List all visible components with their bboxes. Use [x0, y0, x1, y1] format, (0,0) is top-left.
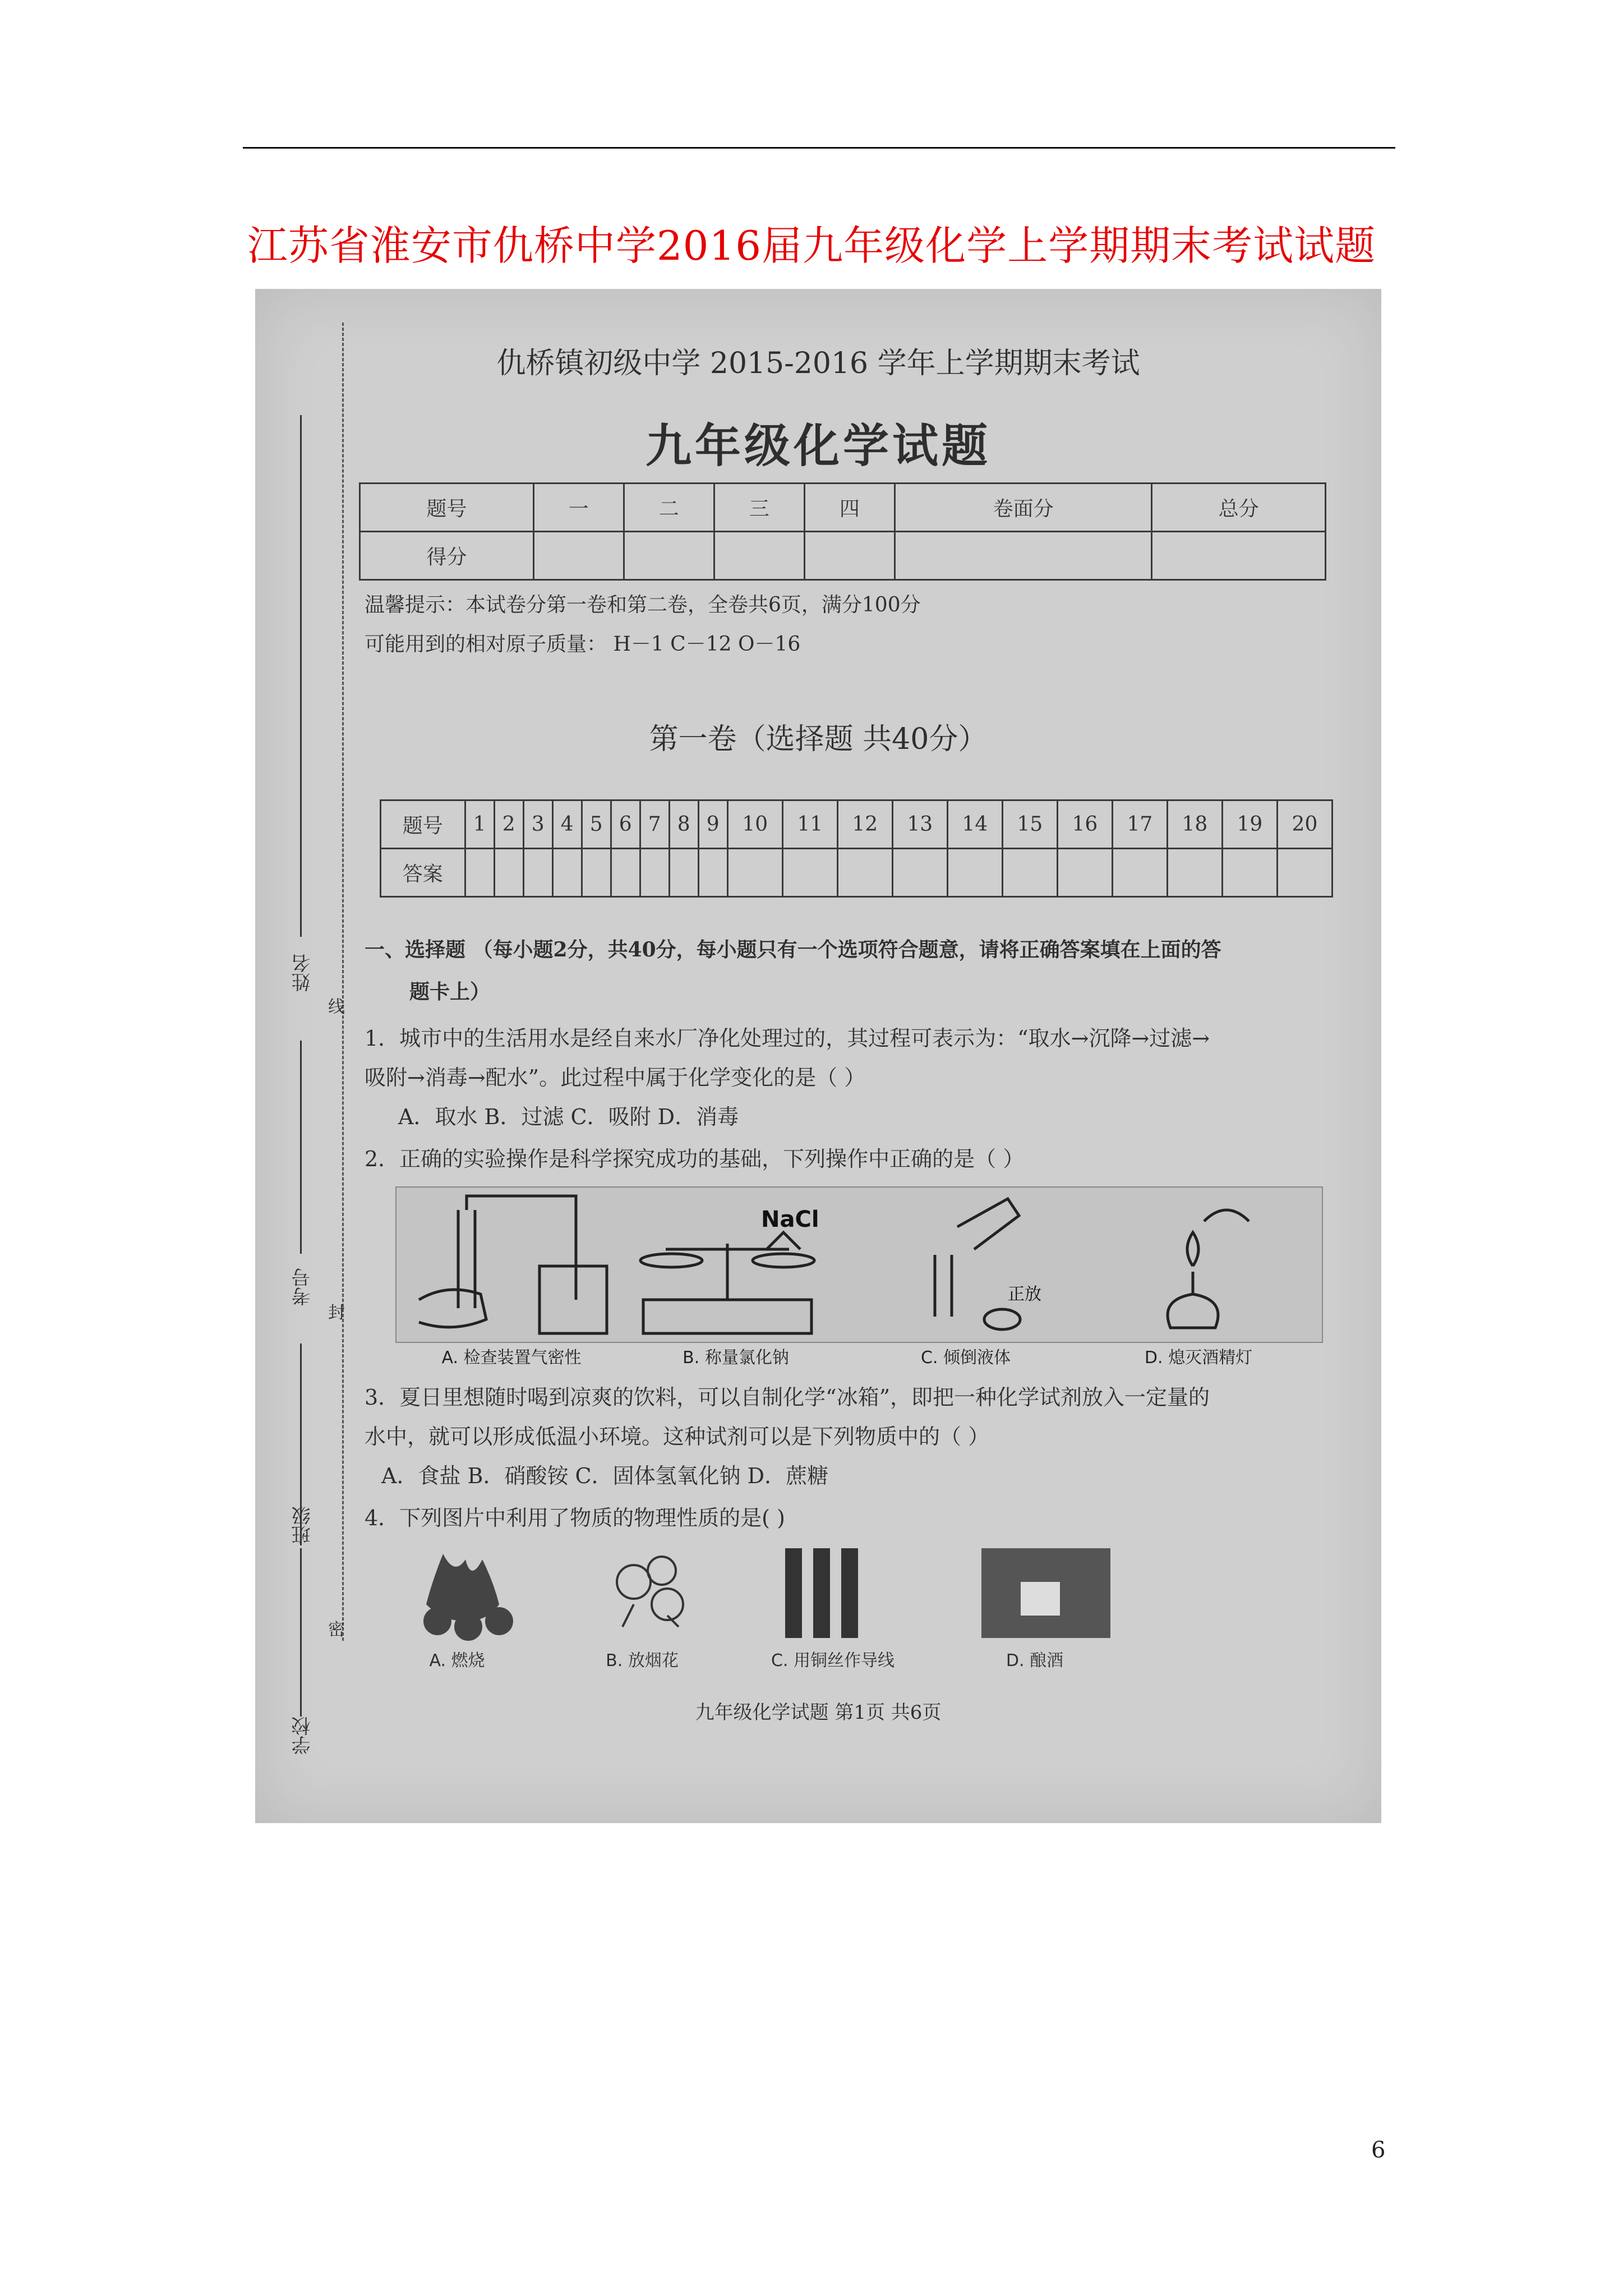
question-1-line-1: 1．城市中的生活用水是经自来水厂净化处理过的，其过程可表示为：“取水→沉降→过滤→: [365, 1026, 1210, 1051]
answer-number-cell: 16: [1057, 800, 1112, 849]
seal-char-xian: 线: [328, 997, 345, 1017]
name-label: 姓名: [292, 954, 314, 992]
answer-cell: [465, 849, 494, 897]
answer-cell: [582, 849, 611, 897]
score-table-header-row: [360, 484, 1326, 532]
alcohol-lamp-icon: [1168, 1210, 1249, 1328]
score-table-score-row: [360, 532, 1326, 580]
copper-wire-icon: [785, 1548, 858, 1638]
answer-cell: [1222, 849, 1277, 897]
question-3-options: A．食盐 B．硝酸铵 C．固体氢氧化钠 D．蔗糖: [381, 1464, 829, 1488]
exam-page-footer: 九年级化学试题 第1页 共6页: [695, 1701, 942, 1724]
answer-number-cell: 13: [892, 800, 947, 849]
score-cell: [624, 532, 714, 580]
school-label: 学校: [292, 1717, 314, 1755]
answer-number-cell: 10: [727, 800, 782, 849]
answer-table-answer-row: [381, 849, 1332, 897]
q2-caption-d: D. 熄灭酒精灯: [1144, 1348, 1253, 1368]
answer-cell: [1057, 849, 1112, 897]
top-rule: [243, 147, 1395, 149]
brewing-icon: [981, 1548, 1110, 1638]
answer-number-cell: 8: [669, 800, 698, 849]
answer-cell: [837, 849, 892, 897]
seal-char-feng: 封: [328, 1303, 345, 1323]
answer-number-cell: 4: [552, 800, 582, 849]
score-cell: [804, 532, 895, 580]
q2-caption-b: B. 称量氯化钠: [683, 1348, 789, 1368]
exam-number-label: 考号: [292, 1268, 314, 1306]
question-3-line-1: 3．夏日里想随时喝到凉爽的饮料，可以自制化学“冰箱”，即把一种化学试剂放入一定量的: [365, 1385, 1210, 1410]
answer-cell: [1112, 849, 1167, 897]
name-fill-line: [300, 415, 302, 937]
answer-cell: [611, 849, 640, 897]
answer-number-cell: 12: [837, 800, 892, 849]
score-row-label: 得分: [360, 532, 534, 580]
answer-number-cell: 2: [494, 800, 523, 849]
q4-caption-d: D. 酿酒: [1006, 1651, 1064, 1671]
answer-table-number-row: [381, 800, 1332, 849]
answer-cell: [552, 849, 582, 897]
answer-cell: [640, 849, 669, 897]
question-1-line-2: 吸附→消毒→配水”。此过程中属于化学变化的是（ ）: [365, 1065, 866, 1090]
part1-heading: 一、选择题 （每小题2分，共40分，每小题只有一个选项符合题意，请将正确答案填在上面的答: [365, 938, 1221, 961]
score-header-cell: 一: [533, 484, 624, 532]
answer-number-cell: 6: [611, 800, 640, 849]
exam-title: 九年级化学试题: [645, 419, 991, 473]
question-1-options: A．取水 B．过滤 C．吸附 D．消毒: [398, 1105, 739, 1129]
answer-cell: [1002, 849, 1057, 897]
answer-number-cell: 15: [1002, 800, 1057, 849]
pouring-liquid-icon: [935, 1199, 1020, 1329]
question-2-figure: [395, 1186, 1323, 1368]
answer-number-cell: 20: [1277, 800, 1332, 849]
q2-caption-c: C. 倾倒液体: [920, 1348, 1011, 1368]
document-title: 江苏省淮安市仇桥中学2016届九年级化学上学期期末考试试题: [247, 222, 1376, 269]
page-number: 6: [1371, 2137, 1386, 2163]
nacl-label: NaCl: [761, 1207, 819, 1232]
answer-number-cell: 18: [1167, 800, 1222, 849]
question-4-line-1: 4．下列图片中利用了物质的物理性质的是( ): [365, 1506, 785, 1530]
airtightness-apparatus-icon: [419, 1196, 607, 1333]
q2-caption-a: A. 检查装置气密性: [441, 1348, 582, 1368]
score-header-cell: 二: [624, 484, 714, 532]
q4-caption-b: B. 放烟花: [606, 1651, 679, 1671]
answer-cell: [669, 849, 698, 897]
answer-number-cell: 3: [523, 800, 552, 849]
answer-cell: [727, 849, 782, 897]
exam-no-fill-line: [300, 1041, 302, 1254]
section-title: 第一卷（选择题 共40分）: [649, 723, 988, 756]
scanned-exam-photo: [255, 289, 1381, 1823]
score-header-cell: 四: [804, 484, 895, 532]
answer-cell: [947, 849, 1002, 897]
school-exam-title: 仇桥镇初级中学 2015-2016 学年上学期期末考试: [496, 347, 1140, 380]
class-label: 班级: [292, 1506, 314, 1544]
burning-icon: [423, 1554, 513, 1641]
seal-char-mi: 密: [328, 1620, 345, 1640]
notice-line-1: 温馨提示：本试卷分第一卷和第二卷，全卷共6页，满分100分: [365, 593, 921, 616]
answer-table: [380, 799, 1333, 898]
notice-line-2: 可能用到的相对原子质量： H－1 C－12 O－16: [365, 633, 801, 656]
question-4-pictures: [398, 1537, 1352, 1644]
binding-dashed-line: [342, 323, 344, 1641]
answer-number-cell: 1: [465, 800, 494, 849]
answer-cell: [892, 849, 947, 897]
answer-number-cell: 5: [582, 800, 611, 849]
answer-cell: [494, 849, 523, 897]
zhengfang-label: 正放: [1008, 1285, 1041, 1304]
answer-cell: [523, 849, 552, 897]
score-cell: [1152, 532, 1326, 580]
q4-caption-a: A. 燃烧: [429, 1651, 485, 1671]
q4-caption-c: C. 用铜丝作导线: [771, 1651, 895, 1671]
question-2-line-1: 2．正确的实验操作是科学探究成功的基础，下列操作中正确的是（ ）: [365, 1147, 1025, 1171]
score-header-cell: 卷面分: [895, 484, 1151, 532]
score-cell: [533, 532, 624, 580]
question-3-line-2: 水中，就可以形成低温小环境。这种试剂可以是下列物质中的（ ）: [365, 1424, 990, 1449]
answer-cell: [782, 849, 837, 897]
answer-number-cell: 11: [782, 800, 837, 849]
answer-header-label: 题号: [381, 800, 465, 849]
answer-row-label: 答案: [381, 849, 465, 897]
answer-number-cell: 19: [1222, 800, 1277, 849]
fireworks-icon: [617, 1557, 683, 1627]
score-cell: [895, 532, 1151, 580]
score-header-cell: 三: [714, 484, 804, 532]
score-cell: [714, 532, 804, 580]
answer-number-cell: 17: [1112, 800, 1167, 849]
answer-number-cell: 14: [947, 800, 1002, 849]
school-fill-line: [300, 1548, 302, 1717]
score-header-cell: 总分: [1152, 484, 1326, 532]
answer-cell: [1277, 849, 1332, 897]
answer-number-cell: 9: [698, 800, 727, 849]
answer-cell: [1167, 849, 1222, 897]
part1-heading-cont: 题卡上）: [409, 980, 491, 1004]
answer-number-cell: 7: [640, 800, 669, 849]
score-table: [359, 482, 1326, 581]
score-header-cell: 题号: [360, 484, 534, 532]
answer-cell: [698, 849, 727, 897]
lab-operations-illustration: [396, 1188, 1322, 1342]
balance-icon: [640, 1232, 814, 1333]
